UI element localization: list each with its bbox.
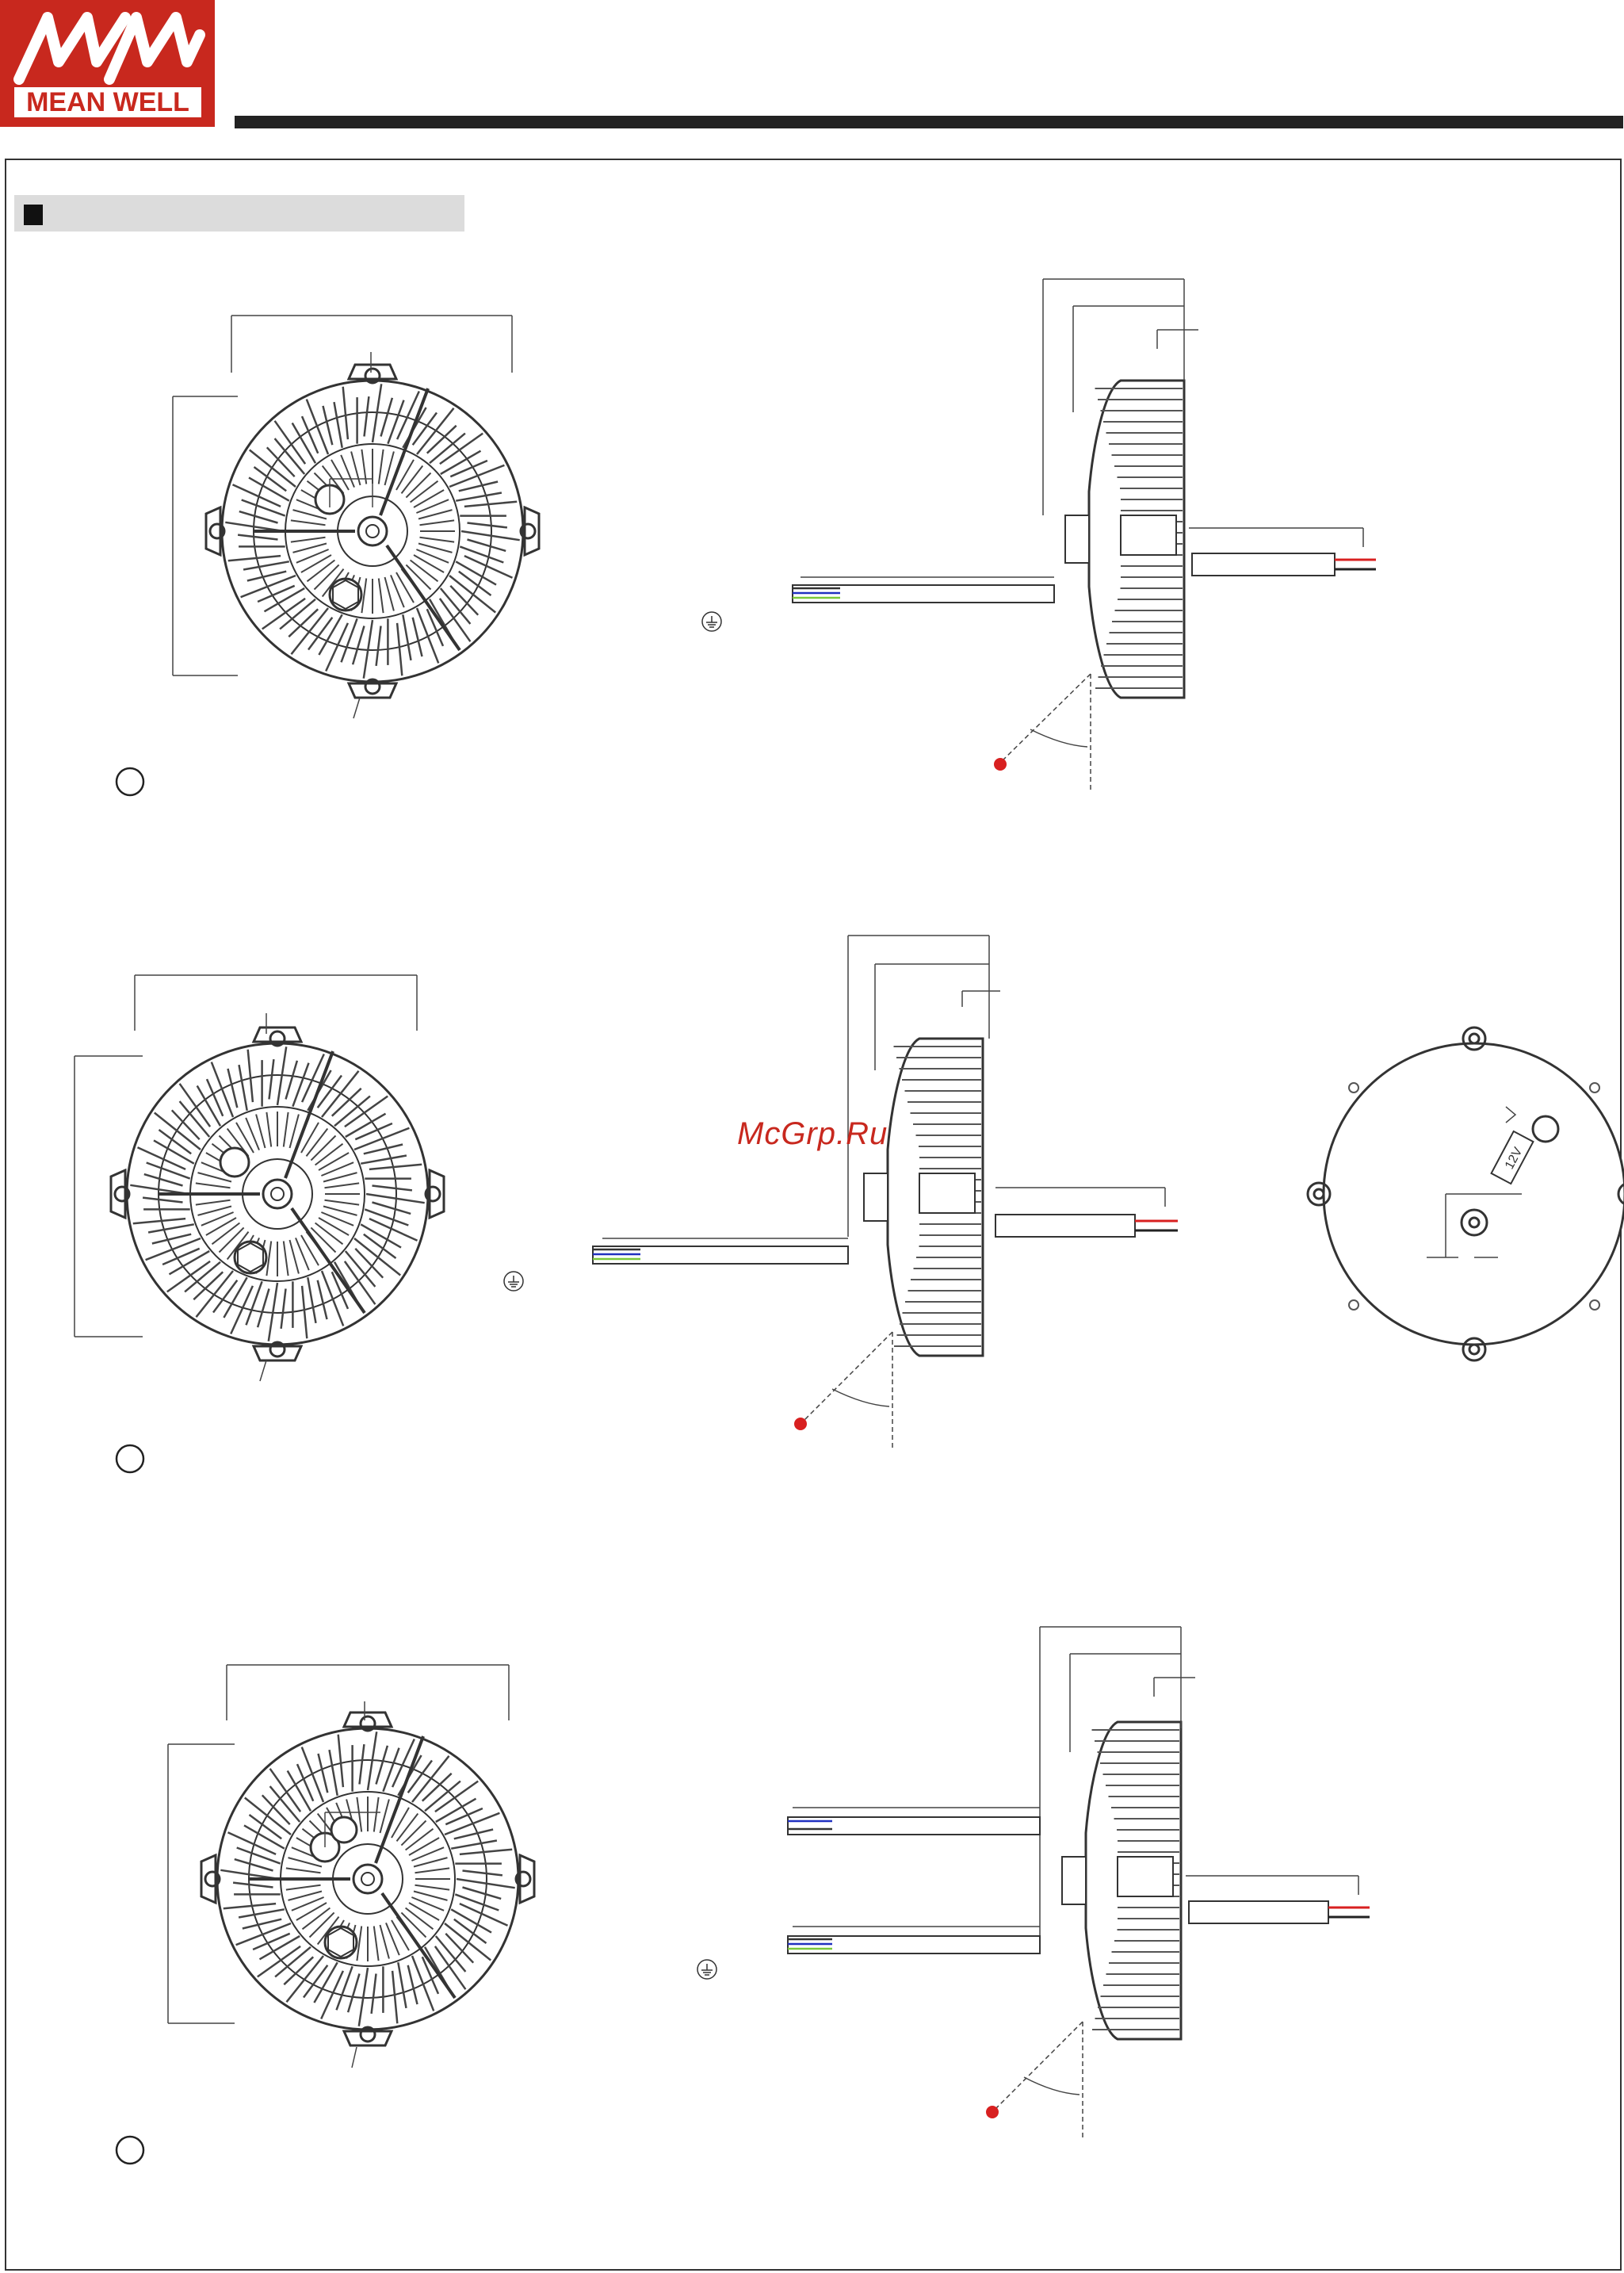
watermark: McGrp.Ru [737, 1116, 888, 1151]
ground-symbol-icon [697, 1960, 716, 1979]
view-marker-icon [117, 1445, 143, 1472]
light-marker-icon [994, 758, 1007, 771]
brand-name: MEAN WELL [14, 87, 201, 117]
label-plate-text: 12V [1503, 1145, 1526, 1172]
light-marker-icon [986, 2106, 999, 2118]
rear-view [1308, 1027, 1624, 1360]
ground-symbol-icon [702, 612, 721, 631]
view-marker-icon [117, 2137, 143, 2164]
ground-symbol-icon [504, 1272, 523, 1291]
view-marker-icon [117, 768, 143, 795]
light-marker-icon [794, 1418, 807, 1430]
